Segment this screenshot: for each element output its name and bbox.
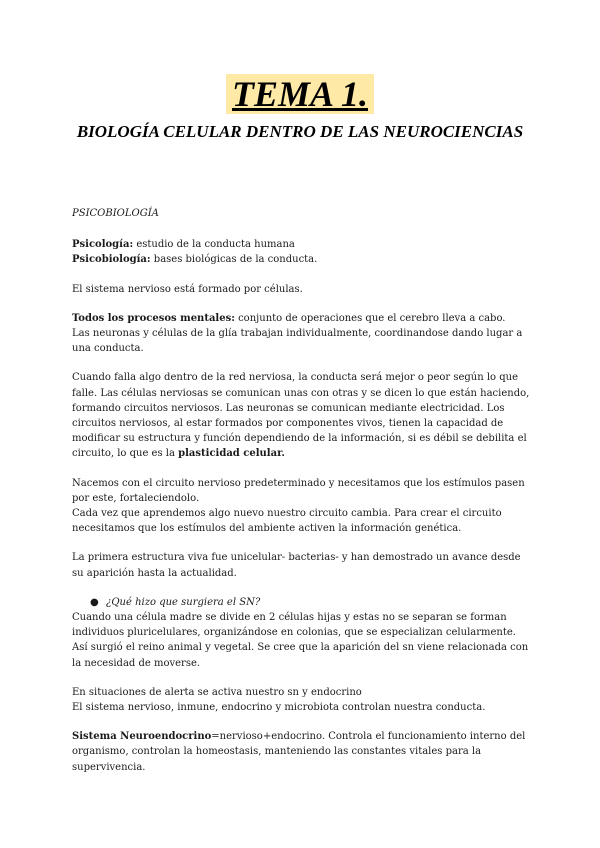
definition-term: Psicobiología: [72, 254, 151, 266]
paragraph-text: =nervioso+endocrino. Controla el funcionamiento interno del organismo, controlan la homeostasis, manteniendo las constantes vitales para la supervivencia. [72, 731, 526, 773]
paragraph-sistema-conducta: El sistema nervioso, inmune, endocrino y microbiota controlan nuestra conducta. [72, 702, 486, 714]
paragraph-celula: Cuando una célula madre se divide en 2 células hijas y estas no se separan se forman individuos pluricelulares, organizándose en colonias, que se especializan celularmente. [72, 612, 516, 639]
paragraph-sistema: El sistema nervioso está formado por células. [72, 283, 303, 295]
bold-term: Todos los procesos mentales: [72, 312, 235, 324]
title-container [0, 74, 600, 114]
paragraph-cada-vez: Cada vez que aprendemos algo nuevo nuestro circuito cambia. Para crear el circuito necesitamos que los estímulos del ambiente activen la información genética. [72, 508, 502, 535]
paragraph-text: conjunto de operaciones que el cerebro lleva a cabo. [234, 312, 506, 324]
paragraph-neuronas: Las neuronas y células de la glía trabajan individualmente, coordinandose dando lugar a una conducta. [72, 328, 523, 355]
paragraph-text: Cuando falla algo dentro de la red nerviosa, la conducta será mejor o peor según lo que falle. Las células nerviosas se comunican unas con otras y se dicen lo que están haciendo, formando circuitos nerviosos. Las neuronas se comunican mediante electricidad. Los circuitos nerviosos, al estar formados por componentes vivos, tienen la capacidad de modificar su estructura y función dependiendo de la información, si es débil se debilita el circuito, lo que es la [72, 372, 530, 460]
paragraph-falla [72, 370, 532, 461]
bullet-text: ¿Qué hizo que surgiera el SN? [106, 596, 261, 608]
document-title: TEMA 1. [226, 74, 374, 114]
paragraph-neuroendocrino [72, 729, 532, 775]
section-heading: PSICOBIOLOGÍA [72, 208, 159, 219]
paragraph-primera: La primera estructura viva fue unicelular- bacterias- y han demostrado un avance desde su aparición hasta la actualidad. [72, 552, 521, 579]
paragraph-nacemos: Nacemos con el circuito nervioso predeterminado y necesitamos que los estímulos pasen por este, fortaleciendolo. [72, 477, 525, 504]
paragraph-alerta: En situaciones de alerta se activa nuestro sn y endocrino [72, 686, 362, 698]
paragraph-procesos [72, 311, 532, 326]
bullet-icon: ● [90, 596, 99, 608]
document-body [72, 206, 532, 789]
definition-psicologia [72, 237, 532, 252]
bold-term: Sistema Neuroendocrino [72, 731, 212, 743]
paragraph-asi: Así surgió el reino animal y vegetal. Se cree que la aparición del sn viene relacionada con la necesidad de moverse. [72, 642, 529, 669]
definition-psicobiologia [72, 252, 532, 267]
definition-term: Psicología: [72, 239, 134, 251]
document-subtitle: BIOLOGÍA CELULAR DENTRO DE LAS NEUROCIENCIAS [76, 122, 524, 141]
definition-text: bases biológicas de la conducta. [150, 254, 318, 266]
definition-text: estudio de la conducta humana [133, 239, 295, 251]
bold-term: plasticidad celular. [178, 448, 285, 460]
bullet-question [72, 595, 532, 610]
